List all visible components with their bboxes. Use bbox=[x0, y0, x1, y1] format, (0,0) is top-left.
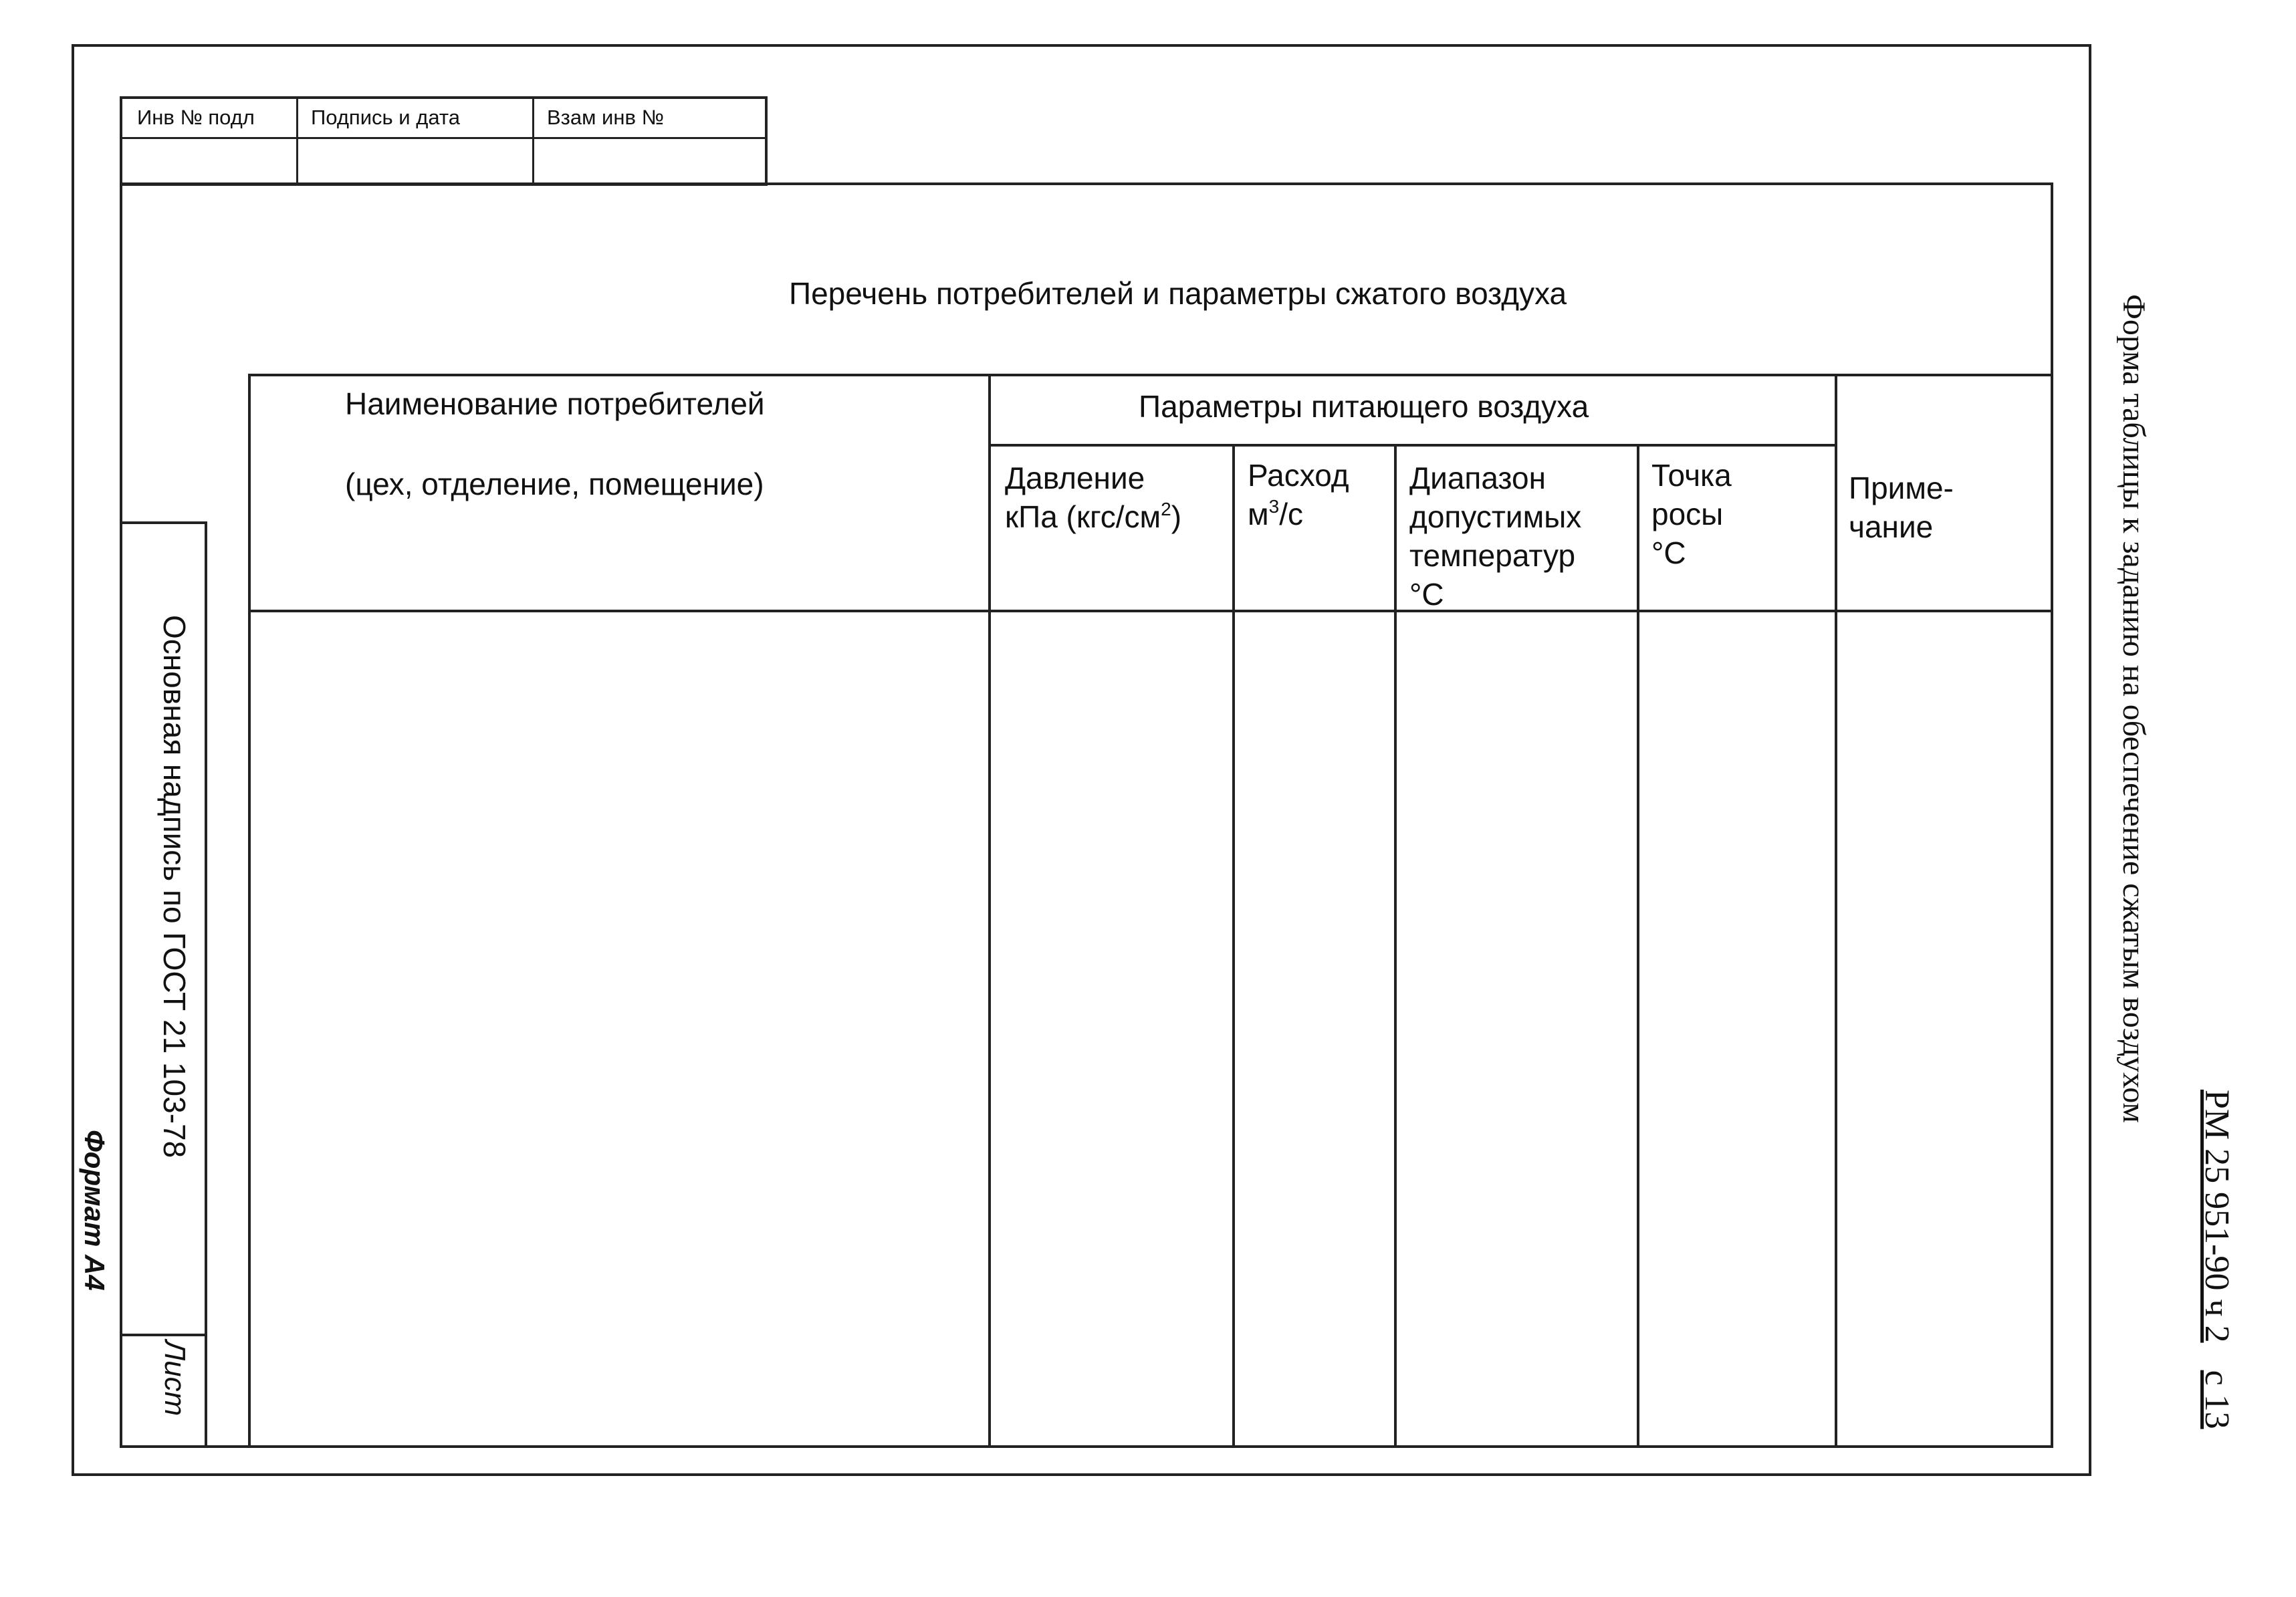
title-block-label: Основная надпись по ГОСТ 21 103-78 bbox=[157, 615, 192, 1158]
sheet-frame bbox=[120, 182, 2053, 1448]
format-label: Формат А4 bbox=[79, 1130, 110, 1291]
page-number: с 13 bbox=[2198, 1370, 2236, 1429]
flow-header: Расход $м^3/с$ bbox=[1248, 458, 1349, 531]
dew-point-header: Точка росы °С bbox=[1651, 458, 1732, 570]
consumer-name-header: Наименование потребителей bbox=[345, 386, 765, 421]
stamp-inv-podl-label: Инв № подл bbox=[137, 106, 255, 129]
form-title: Перечень потребителей и параметры сжатого воздуха bbox=[789, 276, 1567, 311]
params-group-header: Параметры питающего воздуха bbox=[1139, 389, 1589, 424]
stamp-signature-date-label: Подпись и дата bbox=[311, 106, 460, 129]
temperature-range-header: Диапазон допустимых температур °С bbox=[1409, 461, 1582, 612]
document-reference bbox=[2196, 1090, 2236, 1429]
stamp-replacement-inv-label: Взам инв № bbox=[547, 106, 664, 129]
consumer-name-subheader: (цех, отделение, помещение) bbox=[345, 467, 764, 501]
approval-stamp bbox=[120, 96, 768, 186]
form-caption: Форма таблицы к заданию на обеспечение сжатым воздухом bbox=[2116, 294, 2152, 1123]
sheet-label: Лист bbox=[158, 1340, 191, 1417]
note-header: Приме- чание bbox=[1849, 471, 1954, 544]
document-number: РМ 25 951-90 ч 2 bbox=[2198, 1090, 2236, 1343]
pressure-header: Давление кПа $(кгс/см^2)$ bbox=[1005, 461, 1182, 534]
